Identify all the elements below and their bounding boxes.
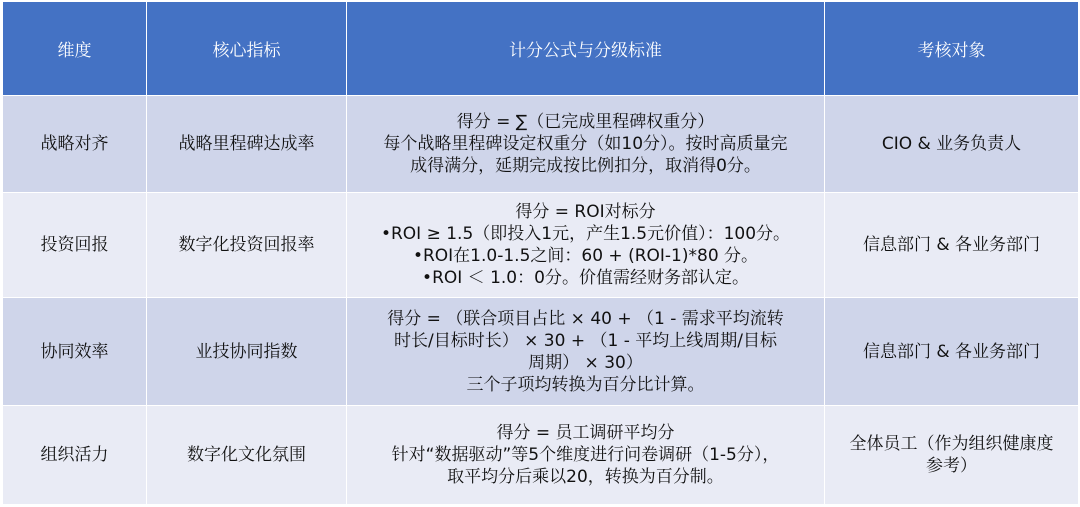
cell-target	[825, 193, 1079, 298]
header-indicator: 核心指标	[147, 2, 347, 96]
cell-indicator: 战略里程碑达成率	[147, 96, 347, 193]
formula-line: 每个战略里程碑设定权重分（如10分）。按时高质量完	[383, 134, 788, 155]
table-row	[3, 96, 1079, 193]
formula-line: 得分 = ∑（已完成里程碑权重分）	[456, 112, 715, 133]
cell-indicator: 数字化投资回报率	[147, 193, 347, 298]
table-row	[3, 405, 1079, 504]
formula-line: •ROI ＜ 1.0：0分。价值需经财务部认定。	[422, 268, 749, 289]
header-formula: 计分公式与分级标准	[347, 2, 825, 96]
cell-formula	[347, 298, 825, 405]
formula-line: 针对“数据驱动”等5个维度进行问卷调研（1-5分），	[391, 444, 780, 465]
target-line: 信息部门 & 各业务部门	[862, 235, 1041, 256]
target-line: 信息部门 & 各业务部门	[862, 341, 1041, 362]
cell-target	[825, 405, 1079, 504]
target-line: CIO & 业务负责人	[881, 134, 1022, 155]
formula-line: •ROI在1.0-1.5之间：60 + (ROI-1)*80 分。	[412, 246, 759, 267]
formula-line: 三个子项均转换为百分比计算。	[466, 374, 705, 395]
cell-dimension: 协同效率	[3, 298, 147, 405]
formula-line: 取平均分后乘以20，转换为百分制。	[447, 466, 724, 487]
target-line: 全体员工（作为组织健康度	[849, 433, 1054, 454]
cell-target	[825, 298, 1079, 405]
formula-line: 成得满分，延期完成按比例扣分，取消得0分。	[410, 156, 761, 177]
cell-dimension: 战略对齐	[3, 96, 147, 193]
cell-dimension: 组织活力	[3, 405, 147, 504]
header-dimension: 维度	[3, 2, 147, 96]
header-target: 考核对象	[825, 2, 1079, 96]
cell-formula	[347, 193, 825, 298]
target-line: 参考）	[926, 455, 977, 476]
table-row	[3, 298, 1079, 405]
cell-formula	[347, 405, 825, 504]
formula-line: 得分 = ROI对标分	[515, 202, 656, 223]
cell-formula	[347, 96, 825, 193]
formula-line: •ROI ≥ 1.5（即投入1元，产生1.5元价值）：100分。	[380, 224, 791, 245]
formula-line: 得分 = （联合项目占比 × 40 + （1 - 需求平均流转	[387, 308, 784, 329]
evaluation-table	[2, 1, 1079, 505]
formula-line: 得分 = 员工调研平均分	[496, 422, 675, 443]
cell-indicator: 业技协同指数	[147, 298, 347, 405]
cell-target	[825, 96, 1079, 193]
table-header-row	[3, 2, 1079, 96]
table-row	[3, 193, 1079, 298]
formula-line: 周期） × 30）	[528, 352, 643, 373]
formula-line: 时长/目标时长） × 30 + （1 - 平均上线周期/目标	[394, 330, 777, 351]
cell-indicator: 数字化文化氛围	[147, 405, 347, 504]
cell-dimension: 投资回报	[3, 193, 147, 298]
